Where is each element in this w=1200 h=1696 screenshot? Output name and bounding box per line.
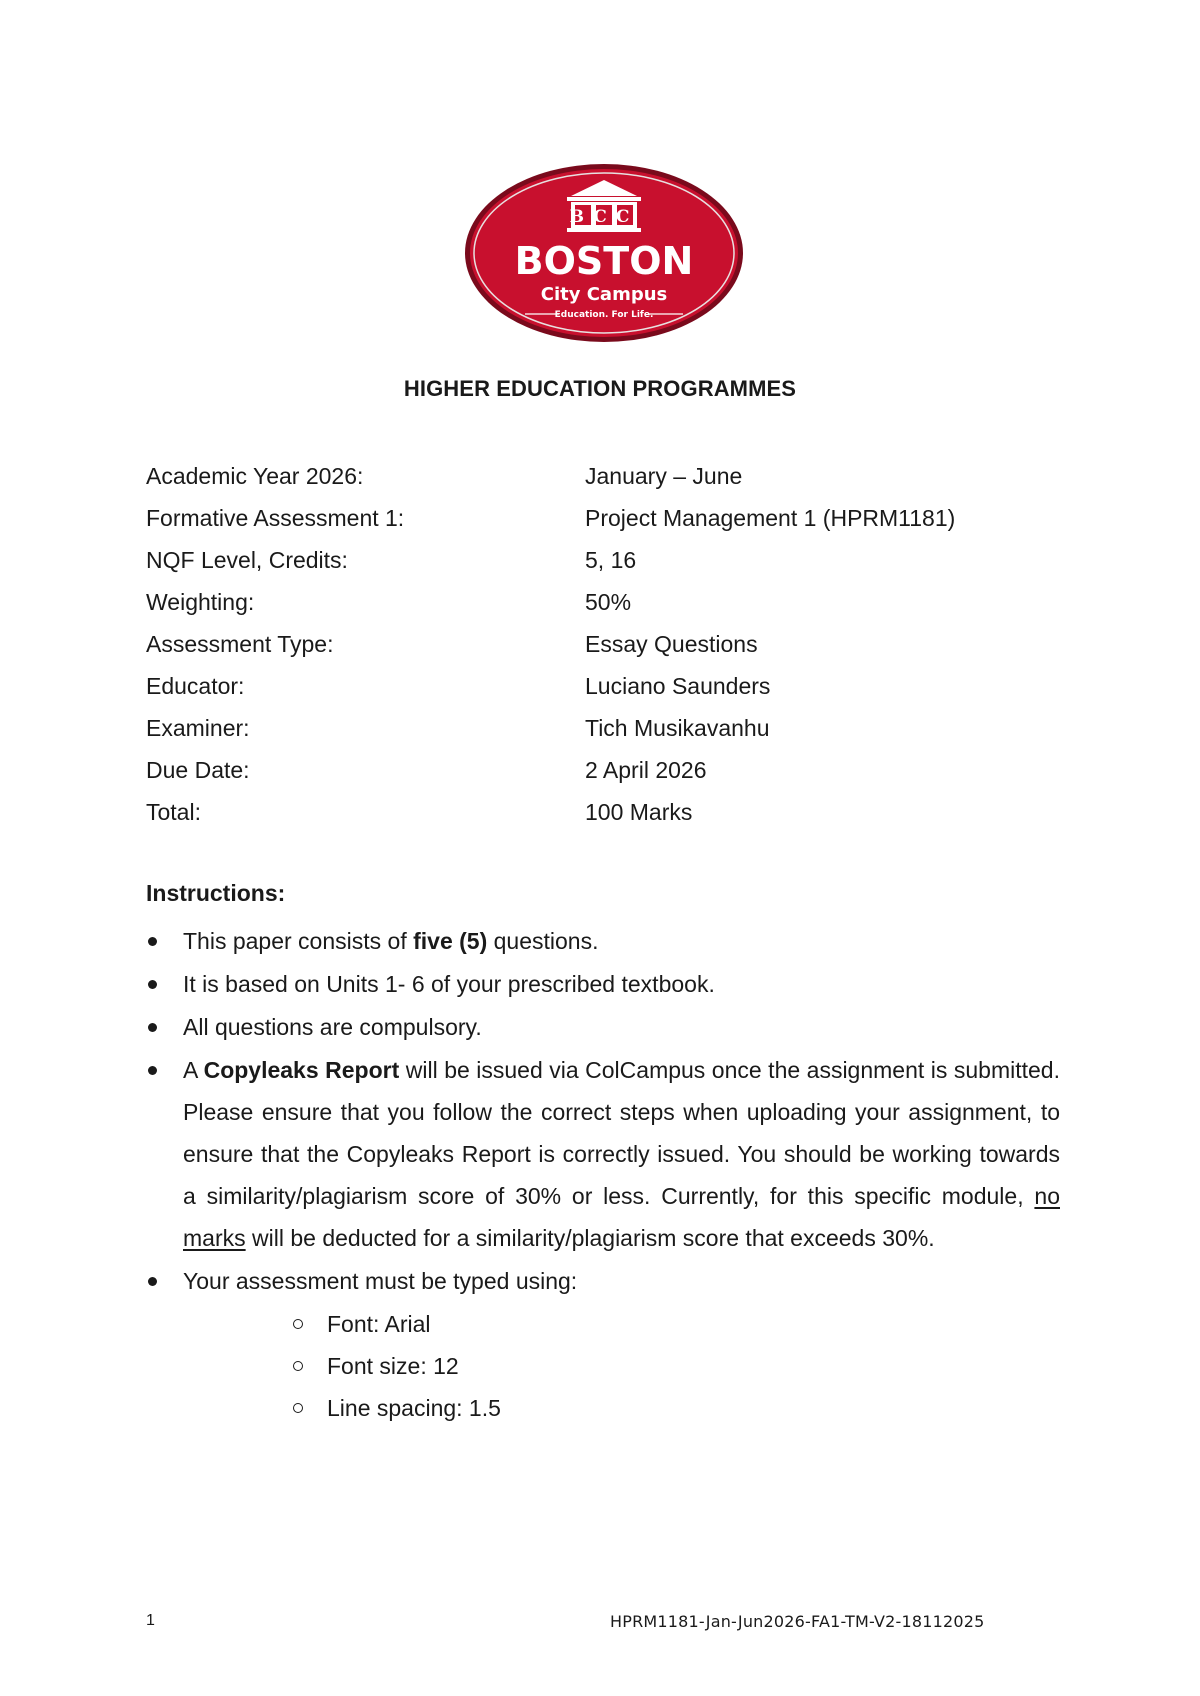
info-row — [146, 707, 1066, 749]
format-item: Font: Arial — [327, 1311, 431, 1337]
bullet-text: All questions are compulsory. — [183, 1014, 482, 1040]
logo-name: BOSTON — [514, 239, 694, 283]
institution-logo — [463, 162, 745, 344]
bullet-text: This paper consists of — [183, 928, 414, 954]
info-value: Project Management 1 (HPRM1181) — [585, 504, 956, 531]
circle-bullet-icon — [293, 1361, 303, 1371]
bullet-text: It is based on Units 1- 6 of your prescribed textbook. — [183, 971, 715, 997]
instructions-list — [146, 920, 1060, 1429]
bullet-icon — [148, 1066, 157, 1075]
bullet-underline: no marks — [183, 1183, 1060, 1251]
info-row — [146, 749, 1066, 791]
list-item — [146, 1049, 1060, 1259]
logo-subname: City Campus — [540, 284, 668, 305]
list-item — [146, 920, 1060, 962]
circle-bullet-icon — [293, 1403, 303, 1413]
info-label: Formative Assessment 1: — [146, 504, 405, 531]
bullet-icon — [148, 1277, 157, 1286]
list-item — [146, 963, 1060, 1005]
info-row — [146, 623, 1066, 665]
info-row — [146, 539, 1066, 581]
info-value: January – June — [585, 462, 743, 489]
info-value: Essay Questions — [585, 630, 758, 657]
list-item — [146, 1260, 1060, 1302]
page-title: HIGHER EDUCATION PROGRAMMES — [403, 376, 797, 401]
list-item — [291, 1303, 1060, 1345]
page-number: 1 — [146, 1612, 155, 1629]
bullet-text: A — [183, 1057, 204, 1083]
circle-bullet-icon — [293, 1319, 303, 1329]
bullet-text: will be deducted for a similarity/plagiarism score that exceeds 30%. — [245, 1225, 935, 1251]
bullet-emphasis: Copyleaks Report — [203, 1057, 400, 1083]
info-label: Examiner: — [146, 714, 250, 741]
info-value: Tich Musikavanhu — [585, 714, 770, 741]
info-label: Total: — [146, 798, 201, 825]
bullet-text: Your assessment must be typed using: — [183, 1268, 578, 1294]
info-label: Educator: — [146, 672, 245, 699]
logo-monogram: BCC — [569, 207, 639, 227]
list-item — [291, 1345, 1060, 1387]
document-code: HPRM1181-Jan-Jun2026-FA1-TM-V2-18112025 — [610, 1612, 985, 1631]
info-row — [146, 497, 1066, 539]
instructions-heading: Instructions: — [146, 880, 286, 906]
logo-tagline: Education. For Life. — [554, 310, 654, 320]
bullet-icon — [148, 1023, 157, 1032]
info-label: NQF Level, Credits: — [146, 546, 348, 573]
bullet-emphasis: five (5) — [413, 928, 488, 954]
info-row — [146, 665, 1066, 707]
info-label: Weighting: — [146, 588, 255, 615]
list-item — [291, 1387, 1060, 1429]
info-row — [146, 581, 1066, 623]
info-row — [146, 455, 1066, 497]
format-requirements-list — [291, 1303, 1060, 1429]
bullet-text: questions. — [487, 928, 599, 954]
boston-city-campus-logo — [463, 162, 745, 344]
list-item — [146, 1006, 1060, 1048]
info-value: 5, 16 — [585, 546, 637, 573]
format-item: Font size: 12 — [327, 1353, 459, 1379]
format-item: Line spacing: 1.5 — [327, 1395, 501, 1421]
info-value: 100 Marks — [585, 798, 693, 825]
info-value: Luciano Saunders — [585, 672, 771, 699]
bullet-text: will be issued via ColCampus once the assignment is submitted. Please ensure that you follow the correct steps when uploading your assignment, to ensure that the Copyleaks Report is correctly issued. You should be working towards a similarity/plagiarism score of 30% or less. Currently, for this specific module, — [183, 1057, 1060, 1209]
assessment-info-table — [146, 455, 1066, 833]
info-label: Assessment Type: — [146, 630, 334, 657]
bullet-icon — [148, 937, 157, 946]
info-row — [146, 791, 1066, 833]
bullet-icon — [148, 980, 157, 989]
info-label: Due Date: — [146, 756, 250, 783]
info-value: 2 April 2026 — [585, 756, 707, 783]
info-value: 50% — [585, 588, 632, 615]
info-label: Academic Year 2026: — [146, 462, 364, 489]
